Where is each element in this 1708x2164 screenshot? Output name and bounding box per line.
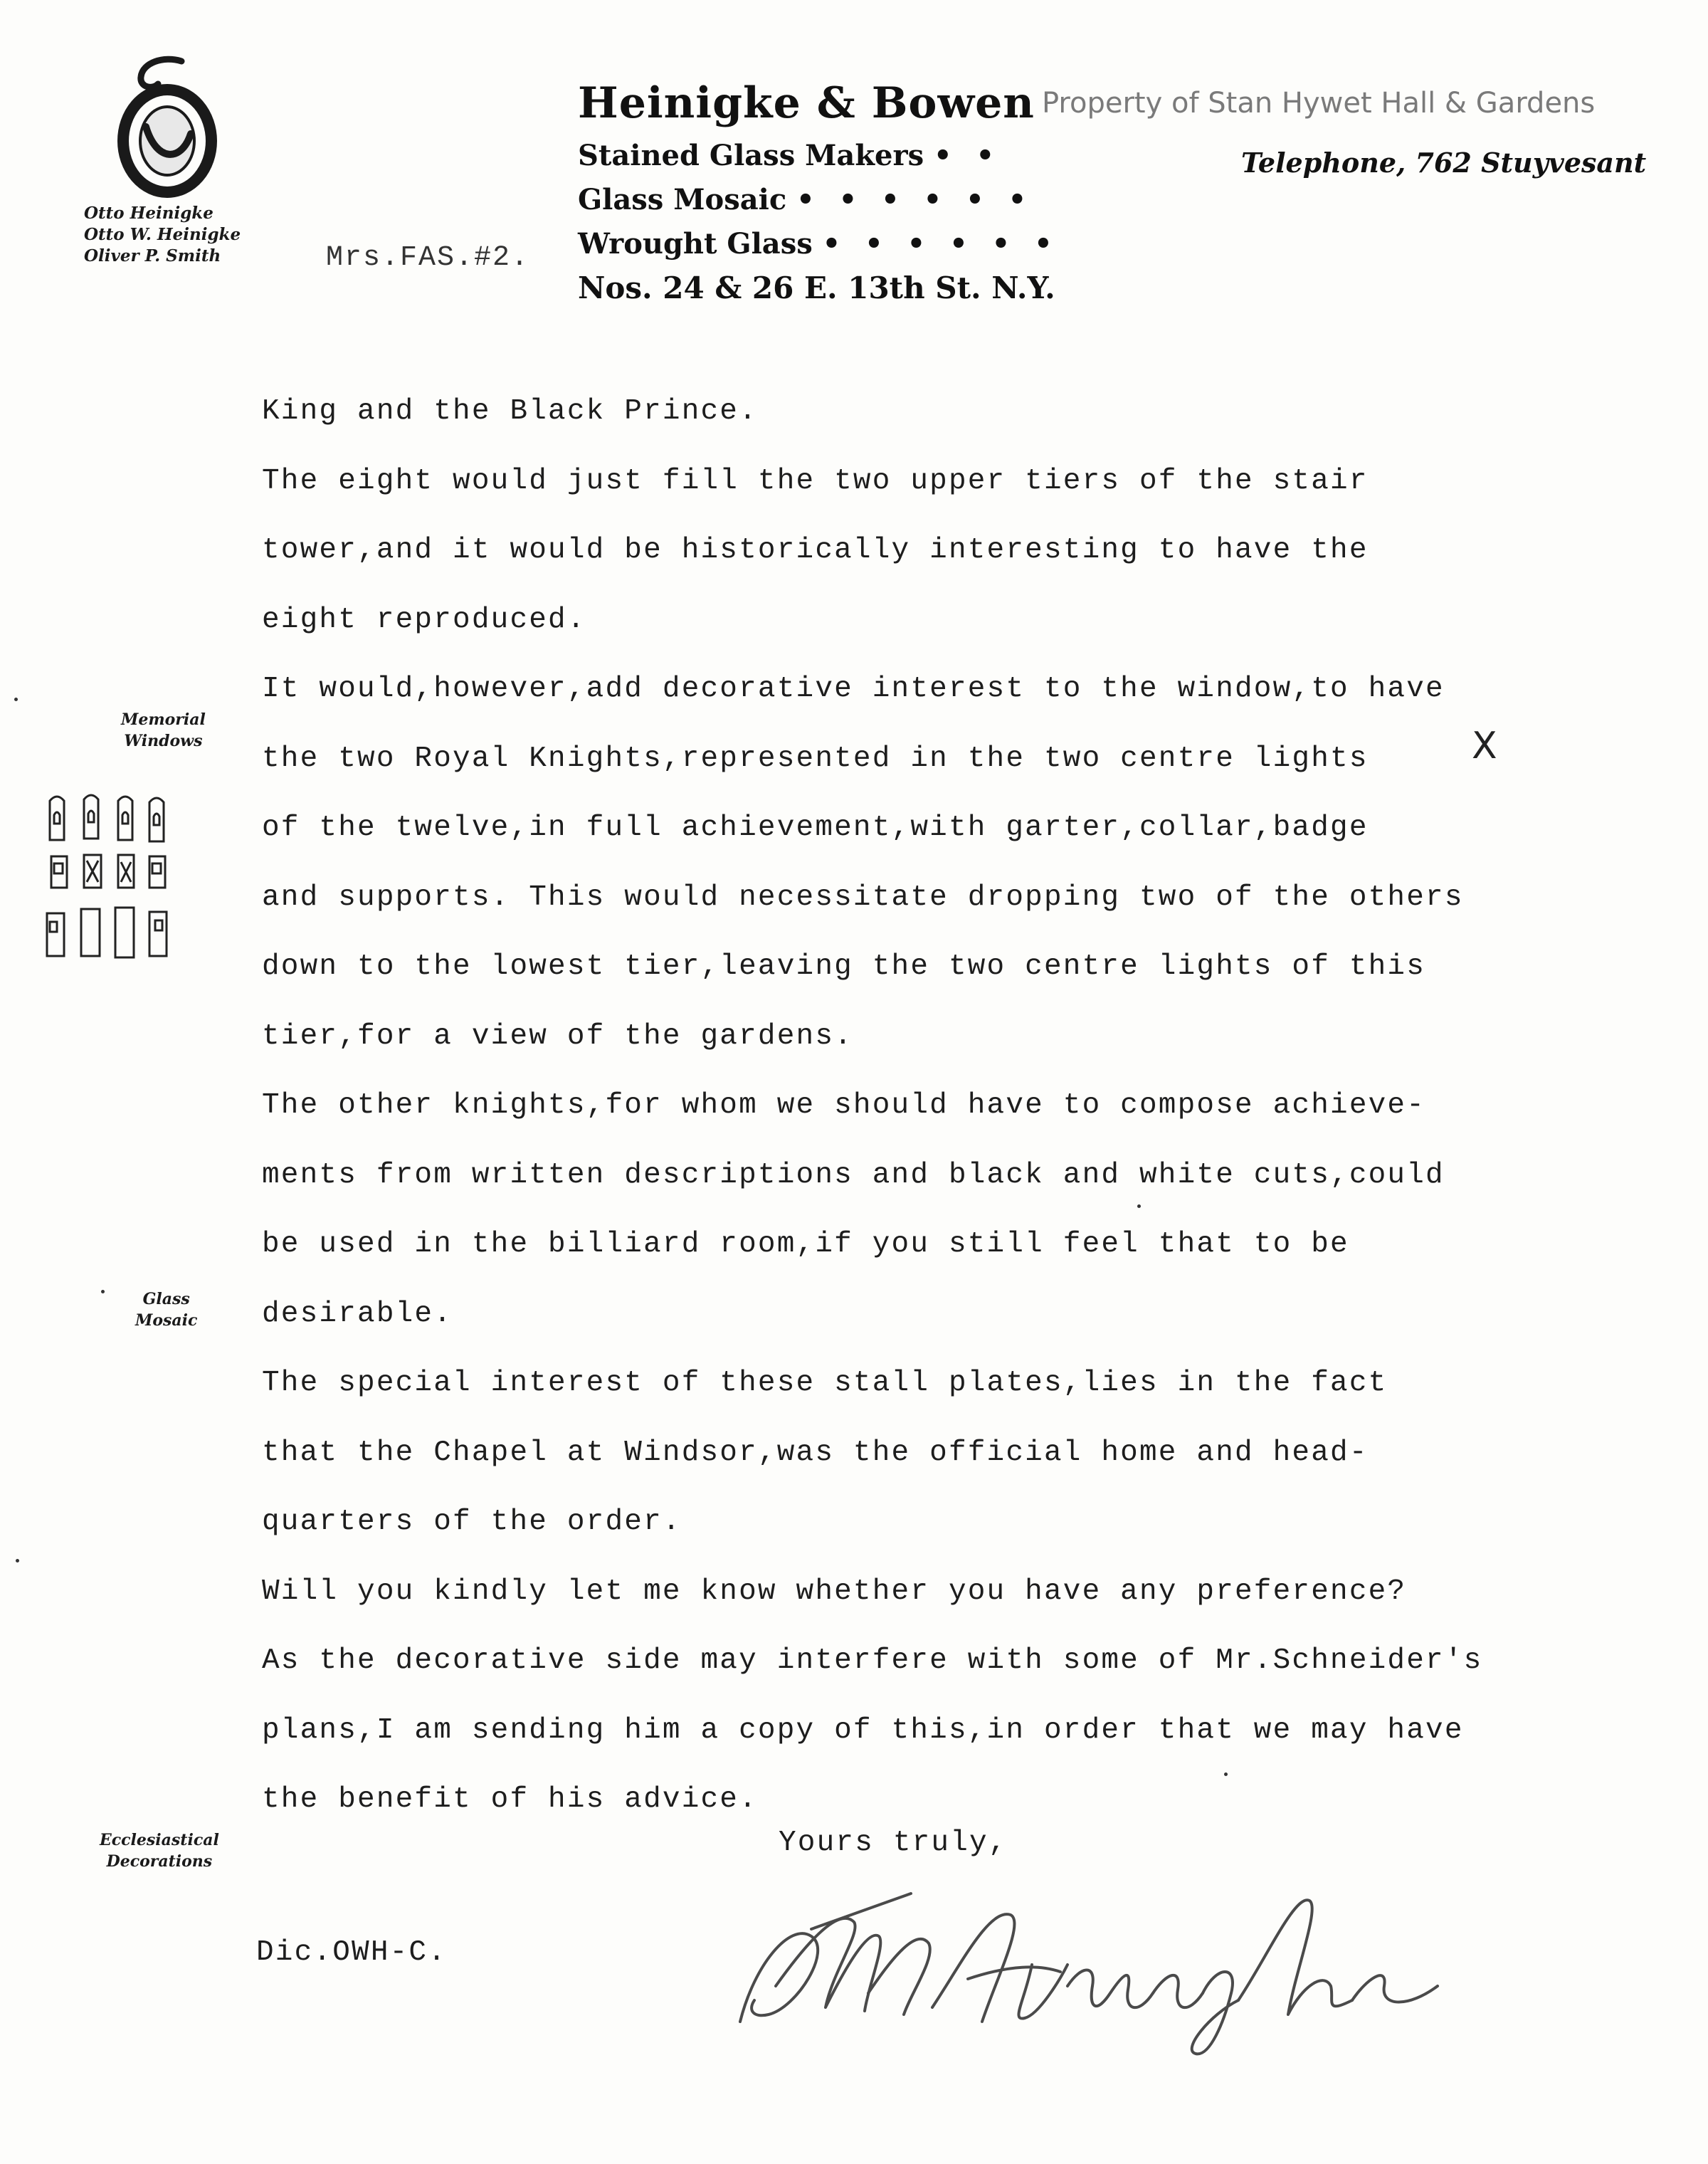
body-line: the two Royal Knights,represented in the two centre lights (262, 742, 1369, 775)
scan-speck (1137, 1204, 1141, 1208)
service-line (578, 178, 1060, 222)
sidebar-glass-mosaic (135, 1288, 197, 1331)
watermark-text: Property of Stan Hywet Hall & Gardens (1042, 87, 1596, 120)
window-lights-sketch-icon (43, 787, 182, 965)
body-line: King and the Black Prince. (262, 395, 758, 428)
body-line: tier,for a view of the gardens. (262, 1019, 853, 1053)
leader-dots: • • • • • • (822, 227, 1060, 261)
service-label: Wrought Glass (578, 227, 813, 261)
sidebar-label: Mosaic (135, 1311, 198, 1330)
partner-name: Otto Heinigke (84, 204, 214, 223)
partner-name: Otto W. Heinigke (84, 225, 241, 244)
body-line: The special interest of these stall plates,lies in the fact (262, 1367, 1388, 1399)
sidebar-label: Windows (124, 732, 203, 750)
body-line: that the Chapel at Windsor,was the official home and head- (262, 1436, 1369, 1469)
body-line: down to the lowest tier,leaving the two centre lights of this (262, 950, 1426, 983)
service-line (578, 134, 1060, 178)
scan-speck (1224, 1772, 1228, 1776)
leader-dots: • • • • • • (796, 183, 1034, 216)
body-line: ments from written descriptions and black and white cuts,could (262, 1158, 1445, 1192)
partners-list (84, 203, 241, 267)
body-line: the benefit of his advice. (262, 1783, 758, 1816)
body-line: quarters of the order. (262, 1506, 682, 1538)
margin-x-mark: X (1472, 725, 1497, 767)
sidebar-label: Glass (142, 1290, 190, 1308)
body-line: of the twelve,in full achievement,with garter,collar,badge (262, 812, 1369, 844)
body-line: The eight would just fill the two upper tiers of the stair (262, 464, 1369, 498)
body-line: It would,however,add decorative interest to the window,to have (262, 673, 1445, 705)
monogram-logo-icon (114, 56, 221, 201)
sidebar-label: Ecclesiastical (100, 1831, 219, 1849)
reference-code: Mrs.FAS.#2. (326, 242, 530, 274)
scan-speck (14, 698, 18, 701)
letter-body (262, 377, 1671, 1835)
company-letterhead (578, 78, 1060, 310)
handwritten-signature-icon (726, 1879, 1480, 2064)
dictation-initials: Dic.OWH-C. (256, 1936, 448, 1969)
body-line: eight reproduced. (262, 603, 586, 636)
body-line: and supports. This would necessitate dropping two of the others (262, 881, 1464, 914)
body-line: plans,I am sending him a copy of this,in order that we may have (262, 1713, 1464, 1747)
body-line: The other knights,for whom we should have to compose achieve- (262, 1089, 1426, 1122)
service-line (578, 222, 1060, 266)
scan-speck (16, 1559, 19, 1562)
company-name: Heinigke & Bowen (578, 78, 1035, 128)
telephone-number: Telephone, 762 Stuyvesant (1241, 147, 1647, 179)
sidebar-label: Decorations (106, 1852, 213, 1871)
body-line: tower,and it would be historically interesting to have the (262, 534, 1369, 567)
leader-dots: • • (934, 139, 1002, 172)
service-label: Stained Glass Makers (578, 139, 924, 172)
sidebar-memorial-windows (121, 709, 206, 752)
partner-name: Oliver P. Smith (84, 246, 221, 266)
body-line: Will you kindly let me know whether you have any preference? (262, 1575, 1407, 1608)
service-label: Glass Mosaic (578, 183, 787, 216)
company-address: Nos. 24 & 26 E. 13th St. N.Y. (578, 270, 1055, 305)
sidebar-ecclesiastical-decorations (100, 1829, 219, 1872)
body-line: be used in the billiard room,if you still feel that to be (262, 1228, 1349, 1261)
scan-speck (101, 1290, 105, 1293)
body-line: As the decorative side may interfere with some of Mr.Schneider's (262, 1644, 1483, 1677)
sidebar-label: Memorial (121, 710, 206, 729)
body-line: desirable. (262, 1297, 453, 1330)
closing-salutation: Yours truly, (779, 1827, 1008, 1859)
